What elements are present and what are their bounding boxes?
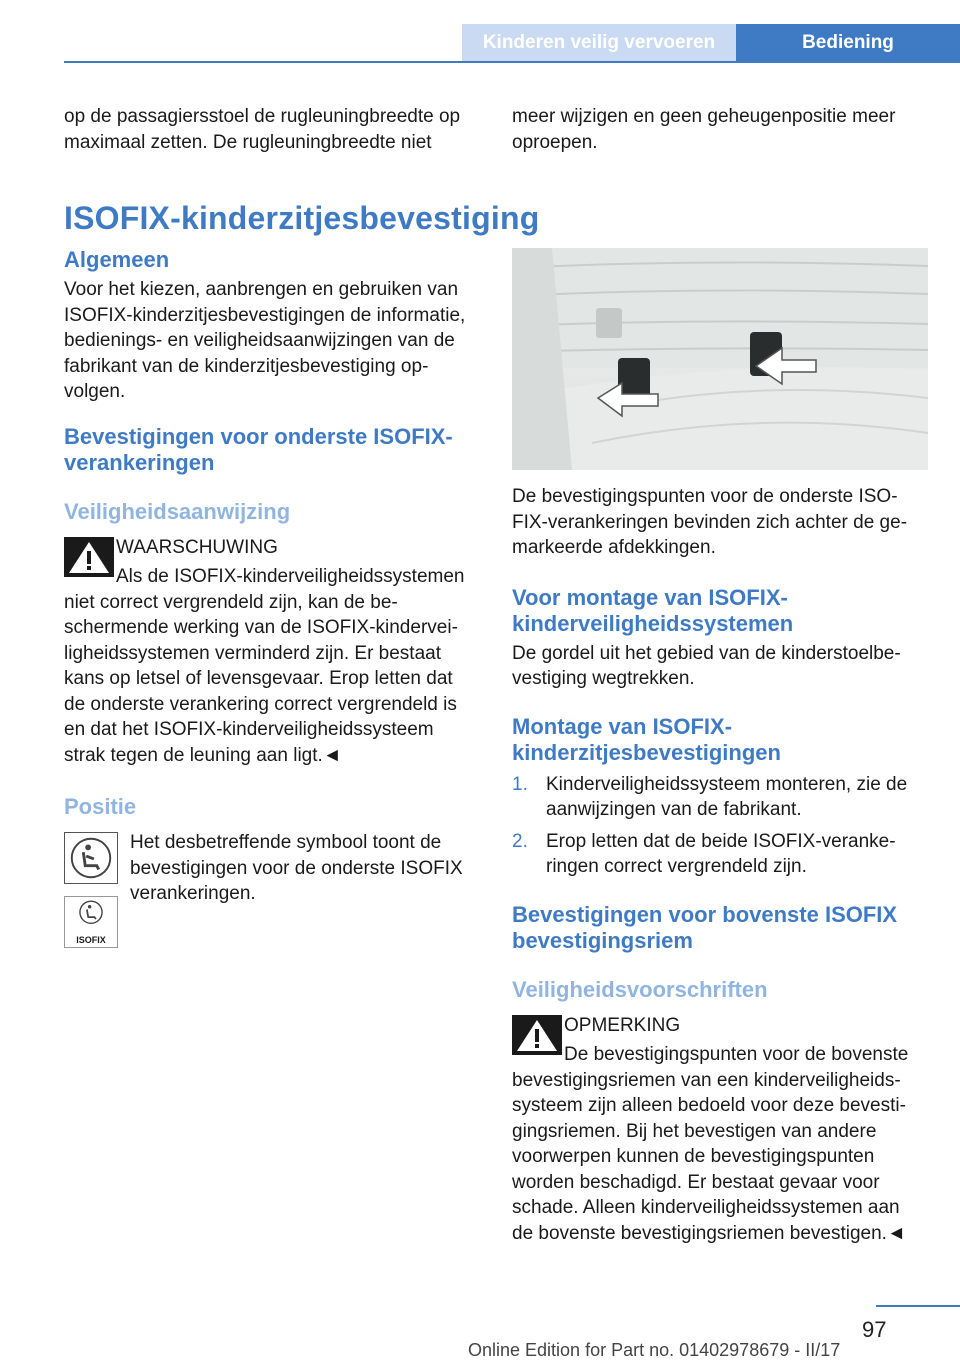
warning-text	[64, 564, 478, 768]
child-seat-symbol	[64, 832, 118, 884]
warning-icon	[64, 537, 114, 577]
list-item	[512, 829, 926, 880]
page-title: ISOFIX-kinderzitjesbevestiging	[64, 200, 540, 236]
montage-heading: Montage van ISOFIX-kinderzitjesbevestigingen	[512, 713, 781, 765]
photo-caption: De bevestigingspunten voor de onderste ISOFIX-verankeringen bevinden zich achter de gemarkeerde afdekkingen.	[512, 486, 908, 558]
isofix-photo	[512, 248, 928, 470]
veiligheid-heading: Veiligheidsaanwijzing	[64, 498, 291, 524]
intro-left-text: op de passagiersstoel de rugleuningbreedte op maximaal zetten. De rugleuningbreedte niet	[64, 106, 461, 153]
step-text: Erop letten dat de beide ISOFIX-verankeringen correct vergrendeld zijn.	[546, 830, 896, 877]
header-section-tab: Kinderen veilig vervoeren	[462, 24, 736, 62]
positie-text: Het desbetreffende symbool toont de bevestigingen voor de onderste ISOFIX verankeringen.	[130, 832, 463, 904]
child-seat-icon	[65, 833, 117, 883]
voor-montage-text: De gordel uit het gebied van de kinderstoelbevestiging wegtrekken.	[512, 642, 901, 689]
note-text	[512, 1042, 926, 1246]
intro-right-text: meer wijzigen en geen geheugenpositie meer oproepen.	[512, 106, 896, 153]
warning-icon	[512, 1015, 562, 1055]
left-column	[64, 247, 478, 962]
page-number: 97	[862, 1317, 887, 1342]
algemeen-heading: Algemeen	[64, 247, 170, 272]
step-number: 1.	[512, 773, 528, 795]
voorschriften-heading: Veiligheidsvoorschriften	[512, 976, 768, 1002]
montage-steps	[512, 772, 926, 880]
warning-block	[64, 535, 478, 769]
voor-montage-heading: Voor montage van ISOFIX-kinderveiligheidssystemen	[512, 584, 794, 636]
footer-rule	[876, 1305, 960, 1307]
step-number: 2.	[512, 830, 528, 852]
warning-text-body: Als de ISOFIX-kinderveiligheidssystemen niet correct vergrendeld zijn, kan de beschermende werking van de ISOFIX-kinderveiligheidssystemen verminderd zijn. Er bestaat kans op letsel of levensgevaar. Erop letten dat de onderste verankering correct vergrendeld is en dat het ISOFIX-kinderveiligheidssysteem strak tegen de leuning aan ligt.◄	[64, 566, 465, 766]
bovenste-heading: Bevestigingen voor bovenste ISOFIX bevestigingsriem	[512, 901, 898, 953]
isofix-symbol	[64, 896, 118, 948]
header-chapter-tab: Bediening	[736, 24, 960, 62]
isofix-label: ISOFIX	[76, 935, 106, 945]
edition-footer: Online Edition for Part no. 01402978679 - II/17	[468, 1340, 841, 1360]
note-label: OPMERKING	[564, 1014, 681, 1036]
note-block	[512, 1013, 926, 1247]
intro-right	[512, 104, 926, 155]
right-column	[512, 484, 926, 1246]
intro-left	[64, 104, 478, 155]
onderste-heading: Bevestigingen voor onderste ISOFIX-verankeringen	[64, 423, 453, 475]
algemeen-text: Voor het kiezen, aanbrengen en gebruiken van ISOFIX-kinderzitjesbevestigingen de informatie, bedienings- en veiligheidsaanwijzingen van de fabrikant van de kinderzitjesbevestiging opvolgen.	[64, 279, 466, 402]
positie-block	[64, 830, 478, 962]
step-text: Kinderveiligheidssysteem monteren, zie de aanwijzingen van de fabrikant.	[546, 773, 908, 820]
seat-illustration	[512, 248, 928, 470]
header-rule	[64, 61, 960, 63]
isofix-seat-icon	[65, 897, 117, 933]
positie-heading: Positie	[64, 794, 137, 819]
note-text-body: De bevestigingspunten voor de bovenste bevestigingsriemen van een kinderveiligheidssysteem zijn alleen bedoeld voor deze bevestigingsriemen. Bij het bevestigen van andere voorwerpen kunnen de bevestigingspunten worden beschadigd. Er bestaat gevaar voor schade. Alleen kinderveiligheidssystemen aan de bovenste bevestigingsriemen bevestigen.◄	[512, 1044, 909, 1244]
warning-label: WAARSCHUWING	[116, 536, 278, 558]
list-item	[512, 772, 926, 823]
